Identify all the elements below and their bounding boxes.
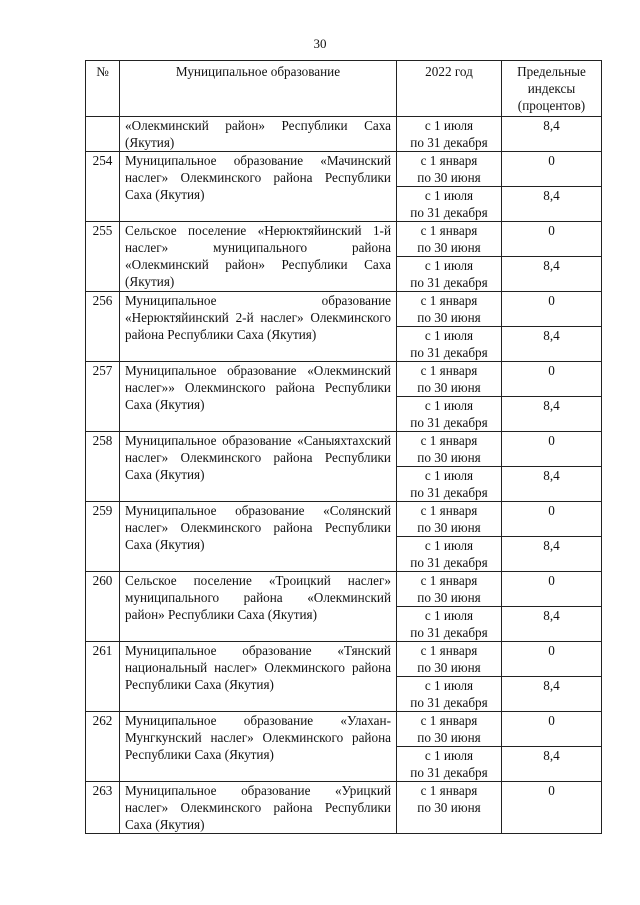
municipality-name: Муниципальное образование «Нерюктяйинский 2-й наслег» Олекминского района Республики Саха (Якутия) bbox=[120, 292, 397, 362]
municipality-name: Сельское поселение «Нерюктяйинский 1-й наслег» муниципального района «Олекминский район» Республики Саха (Якутия) bbox=[120, 222, 397, 292]
period-end: по 31 декабря bbox=[410, 135, 488, 150]
municipality-name: Муниципальное образование «Тянский национальный наслег» Олекминского района Республики Саха (Якутия) bbox=[120, 642, 397, 712]
index-value: 8,4 bbox=[502, 257, 602, 292]
period-end: по 31 декабря bbox=[410, 345, 488, 360]
index-value: 8,4 bbox=[502, 747, 602, 782]
period-cell bbox=[397, 432, 502, 467]
period-start: с 1 января bbox=[420, 783, 478, 798]
index-value: 0 bbox=[502, 502, 602, 537]
period-start: с 1 июля bbox=[424, 398, 474, 413]
period-end: по 31 декабря bbox=[410, 415, 488, 430]
period-end: по 30 июня bbox=[417, 520, 481, 535]
period-start: с 1 июля bbox=[424, 118, 474, 133]
period-cell bbox=[397, 152, 502, 187]
municipality-name: «Олекминский район» Республики Саха (Якутия) bbox=[120, 117, 397, 152]
index-value: 8,4 bbox=[502, 187, 602, 222]
period-cell bbox=[397, 187, 502, 222]
period-end: по 30 июня bbox=[417, 660, 481, 675]
period-end: по 31 декабря bbox=[410, 275, 488, 290]
index-value: 8,4 bbox=[502, 327, 602, 362]
header-municipality: Муниципальное образование bbox=[120, 61, 397, 117]
tariff-index-table bbox=[85, 60, 602, 834]
period-cell bbox=[397, 677, 502, 712]
table-header-row bbox=[86, 61, 602, 117]
period-cell bbox=[397, 747, 502, 782]
index-value: 0 bbox=[502, 362, 602, 397]
municipality-name: Муниципальное образование «Олекминский наслег»» Олекминского района Республики Саха (Якутия) bbox=[120, 362, 397, 432]
index-value: 8,4 bbox=[502, 117, 602, 152]
index-value: 0 bbox=[502, 572, 602, 607]
period-start: с 1 июля bbox=[424, 188, 474, 203]
municipality-name: Муниципальное образование «Мачинский наслег» Олекминского района Республики Саха (Якутия) bbox=[120, 152, 397, 222]
table-body bbox=[86, 117, 602, 834]
table-row bbox=[86, 292, 602, 327]
period-end: по 30 июня bbox=[417, 450, 481, 465]
period-start: с 1 июля bbox=[424, 328, 474, 343]
period-start: с 1 июля bbox=[424, 748, 474, 763]
period-cell bbox=[397, 782, 502, 834]
period-end: по 31 декабря bbox=[410, 625, 488, 640]
municipality-name: Муниципальное образование «Саныяхтахский наслег» Олекминского района Республики Саха (Якутия) bbox=[120, 432, 397, 502]
table-row bbox=[86, 432, 602, 467]
period-cell bbox=[397, 642, 502, 677]
period-start: с 1 января bbox=[420, 153, 478, 168]
header-year: 2022 год bbox=[397, 61, 502, 117]
index-value: 0 bbox=[502, 152, 602, 187]
row-number: 262 bbox=[86, 712, 120, 782]
row-number: 260 bbox=[86, 572, 120, 642]
index-value: 8,4 bbox=[502, 537, 602, 572]
period-end: по 31 декабря bbox=[410, 205, 488, 220]
period-end: по 30 июня bbox=[417, 240, 481, 255]
page-number: 30 bbox=[313, 36, 327, 51]
period-end: по 31 декабря bbox=[410, 695, 488, 710]
period-cell bbox=[397, 222, 502, 257]
index-value: 0 bbox=[502, 222, 602, 257]
row-number: 257 bbox=[86, 362, 120, 432]
row-number: 261 bbox=[86, 642, 120, 712]
period-cell bbox=[397, 467, 502, 502]
table-row bbox=[86, 642, 602, 677]
period-cell bbox=[397, 117, 502, 152]
row-number bbox=[86, 117, 120, 152]
municipality-name: Сельское поселение «Троицкий наслег» муниципального района «Олекминский район» Республики Саха (Якутия) bbox=[120, 572, 397, 642]
row-number: 255 bbox=[86, 222, 120, 292]
period-cell bbox=[397, 327, 502, 362]
period-start: с 1 июля bbox=[424, 538, 474, 553]
municipality-name: Муниципальное образование «Солянский наслег» Олекминского района Республики Саха (Якутия) bbox=[120, 502, 397, 572]
row-number: 254 bbox=[86, 152, 120, 222]
period-end: по 30 июня bbox=[417, 170, 481, 185]
index-value: 0 bbox=[502, 782, 602, 834]
period-end: по 31 декабря bbox=[410, 485, 488, 500]
period-end: по 31 декабря bbox=[410, 555, 488, 570]
row-number: 256 bbox=[86, 292, 120, 362]
table-row bbox=[86, 117, 602, 152]
index-value: 0 bbox=[502, 432, 602, 467]
index-value: 8,4 bbox=[502, 467, 602, 502]
row-number: 259 bbox=[86, 502, 120, 572]
period-cell bbox=[397, 502, 502, 537]
period-start: с 1 января bbox=[420, 293, 478, 308]
period-cell bbox=[397, 712, 502, 747]
index-value: 0 bbox=[502, 712, 602, 747]
index-value: 8,4 bbox=[502, 607, 602, 642]
period-end: по 30 июня bbox=[417, 590, 481, 605]
table-row bbox=[86, 572, 602, 607]
table-row bbox=[86, 222, 602, 257]
table-row bbox=[86, 502, 602, 537]
table-row bbox=[86, 362, 602, 397]
period-end: по 30 июня bbox=[417, 380, 481, 395]
period-start: с 1 января bbox=[420, 643, 478, 658]
period-start: с 1 июля bbox=[424, 608, 474, 623]
municipality-name: Муниципальное образование «Улахан-Мунгкунский наслег» Олекминского района Республики Саха (Якутия) bbox=[120, 712, 397, 782]
period-start: с 1 января bbox=[420, 503, 478, 518]
period-start: с 1 июля bbox=[424, 678, 474, 693]
table-row bbox=[86, 782, 602, 834]
row-number: 258 bbox=[86, 432, 120, 502]
period-start: с 1 января bbox=[420, 363, 478, 378]
header-number: № bbox=[86, 61, 120, 117]
period-cell bbox=[397, 362, 502, 397]
municipality-name: Муниципальное образование «Урицкий наслег» Олекминского района Республики Саха (Якутия) bbox=[120, 782, 397, 834]
period-end: по 30 июня bbox=[417, 800, 481, 815]
index-value: 8,4 bbox=[502, 397, 602, 432]
period-start: с 1 июля bbox=[424, 468, 474, 483]
period-end: по 30 июня bbox=[417, 730, 481, 745]
index-value: 8,4 bbox=[502, 677, 602, 712]
table-row bbox=[86, 712, 602, 747]
period-start: с 1 января bbox=[420, 223, 478, 238]
row-number: 263 bbox=[86, 782, 120, 834]
period-cell bbox=[397, 607, 502, 642]
period-end: по 30 июня bbox=[417, 310, 481, 325]
period-cell bbox=[397, 257, 502, 292]
period-start: с 1 января bbox=[420, 573, 478, 588]
period-start: с 1 января bbox=[420, 433, 478, 448]
table-row bbox=[86, 152, 602, 187]
period-cell bbox=[397, 537, 502, 572]
period-end: по 31 декабря bbox=[410, 765, 488, 780]
header-index: Предельные индексы (процентов) bbox=[502, 61, 602, 117]
period-cell bbox=[397, 572, 502, 607]
index-value: 0 bbox=[502, 642, 602, 677]
period-start: с 1 июля bbox=[424, 258, 474, 273]
period-cell bbox=[397, 292, 502, 327]
period-start: с 1 января bbox=[420, 713, 478, 728]
index-value: 0 bbox=[502, 292, 602, 327]
period-cell bbox=[397, 397, 502, 432]
